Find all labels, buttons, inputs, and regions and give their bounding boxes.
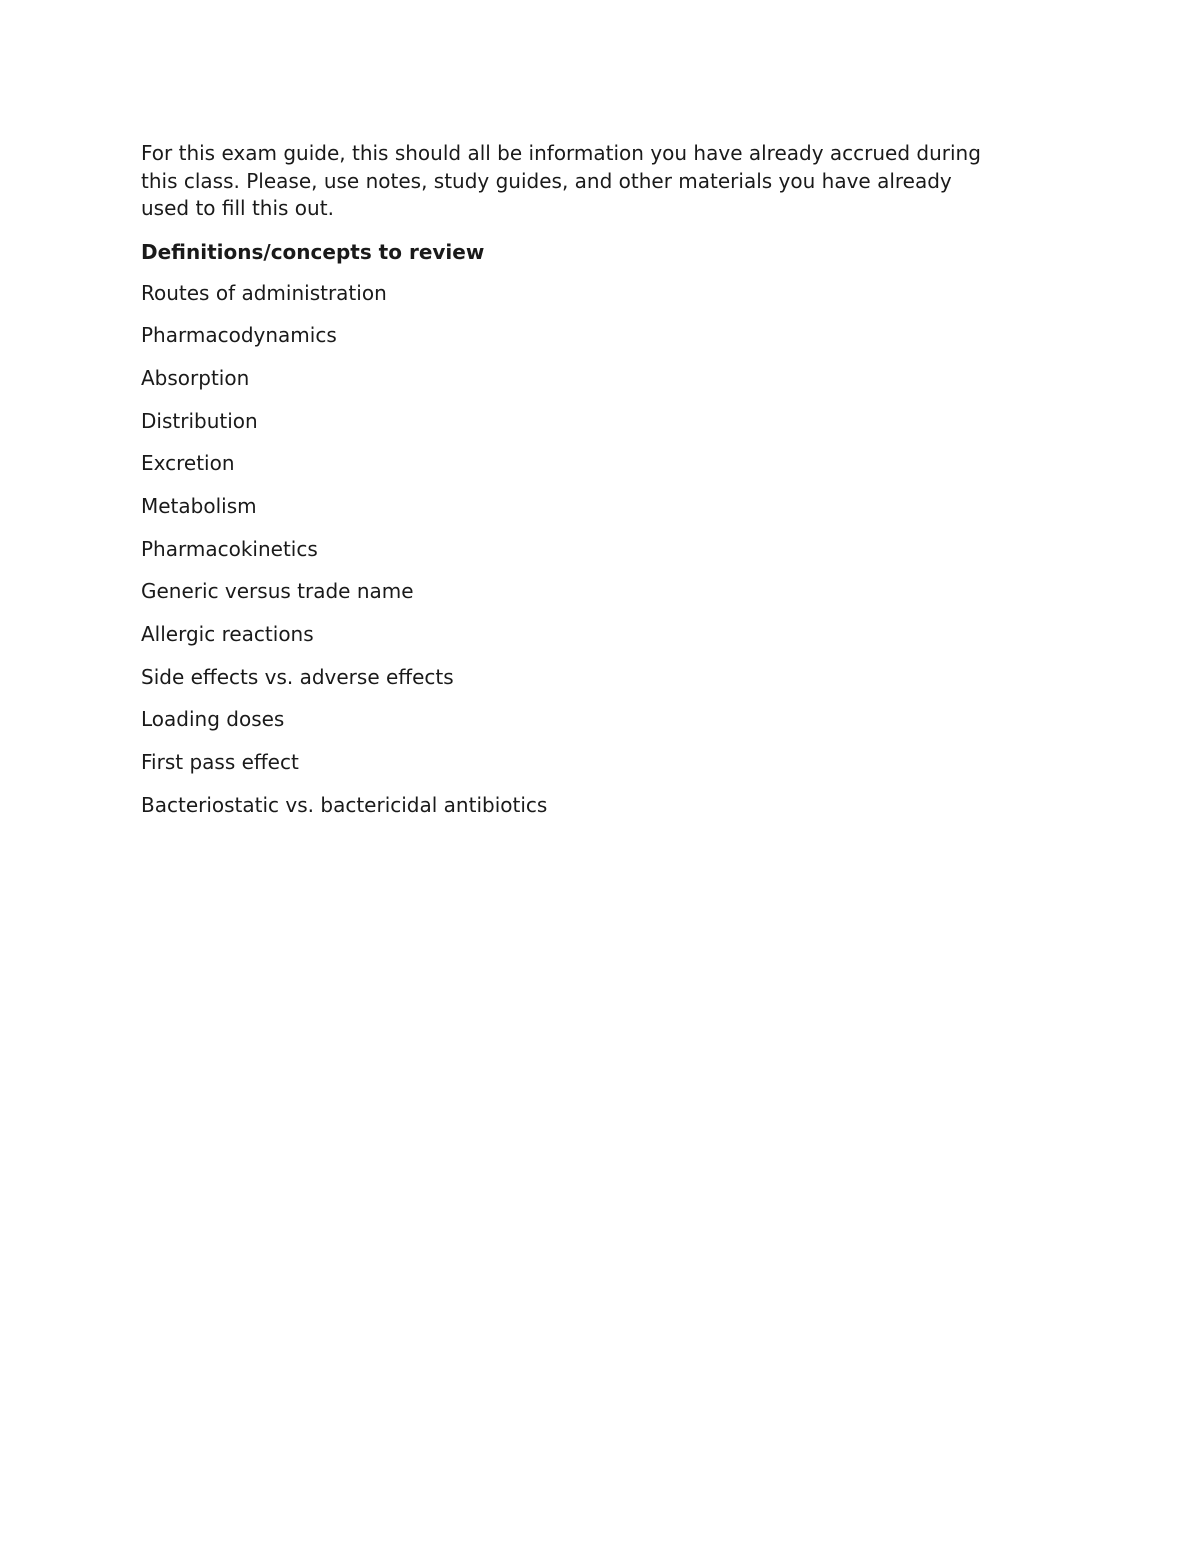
- list-item: Distribution: [141, 408, 258, 433]
- intro-line: For this exam guide, this should all be information you have already accrued during: [141, 141, 981, 165]
- intro-paragraph: [141, 140, 1061, 223]
- section-heading: Definitions/concepts to review: [141, 239, 485, 264]
- list-item: Generic versus trade name: [141, 579, 414, 604]
- intro-line: this class. Please, use notes, study guides, and other materials you have already: [141, 168, 952, 193]
- list-item: Excretion: [141, 451, 235, 476]
- list-item: Pharmacodynamics: [141, 323, 337, 348]
- list-item: Loading doses: [141, 707, 285, 732]
- list-item: First pass effect: [141, 750, 299, 775]
- document-body: [141, 140, 1061, 833]
- concept-list: [141, 279, 1061, 834]
- list-item: Pharmacokinetics: [141, 536, 318, 561]
- list-item: Metabolism: [141, 493, 257, 518]
- intro-line: used to fill this out.: [141, 196, 334, 220]
- list-item: Absorption: [141, 365, 250, 390]
- list-item: Bacteriostatic vs. bactericidal antibiotics: [141, 792, 548, 817]
- list-item: Side effects vs. adverse effects: [141, 664, 454, 689]
- list-item: Routes of administration: [141, 280, 387, 305]
- list-item: Allergic reactions: [141, 622, 314, 646]
